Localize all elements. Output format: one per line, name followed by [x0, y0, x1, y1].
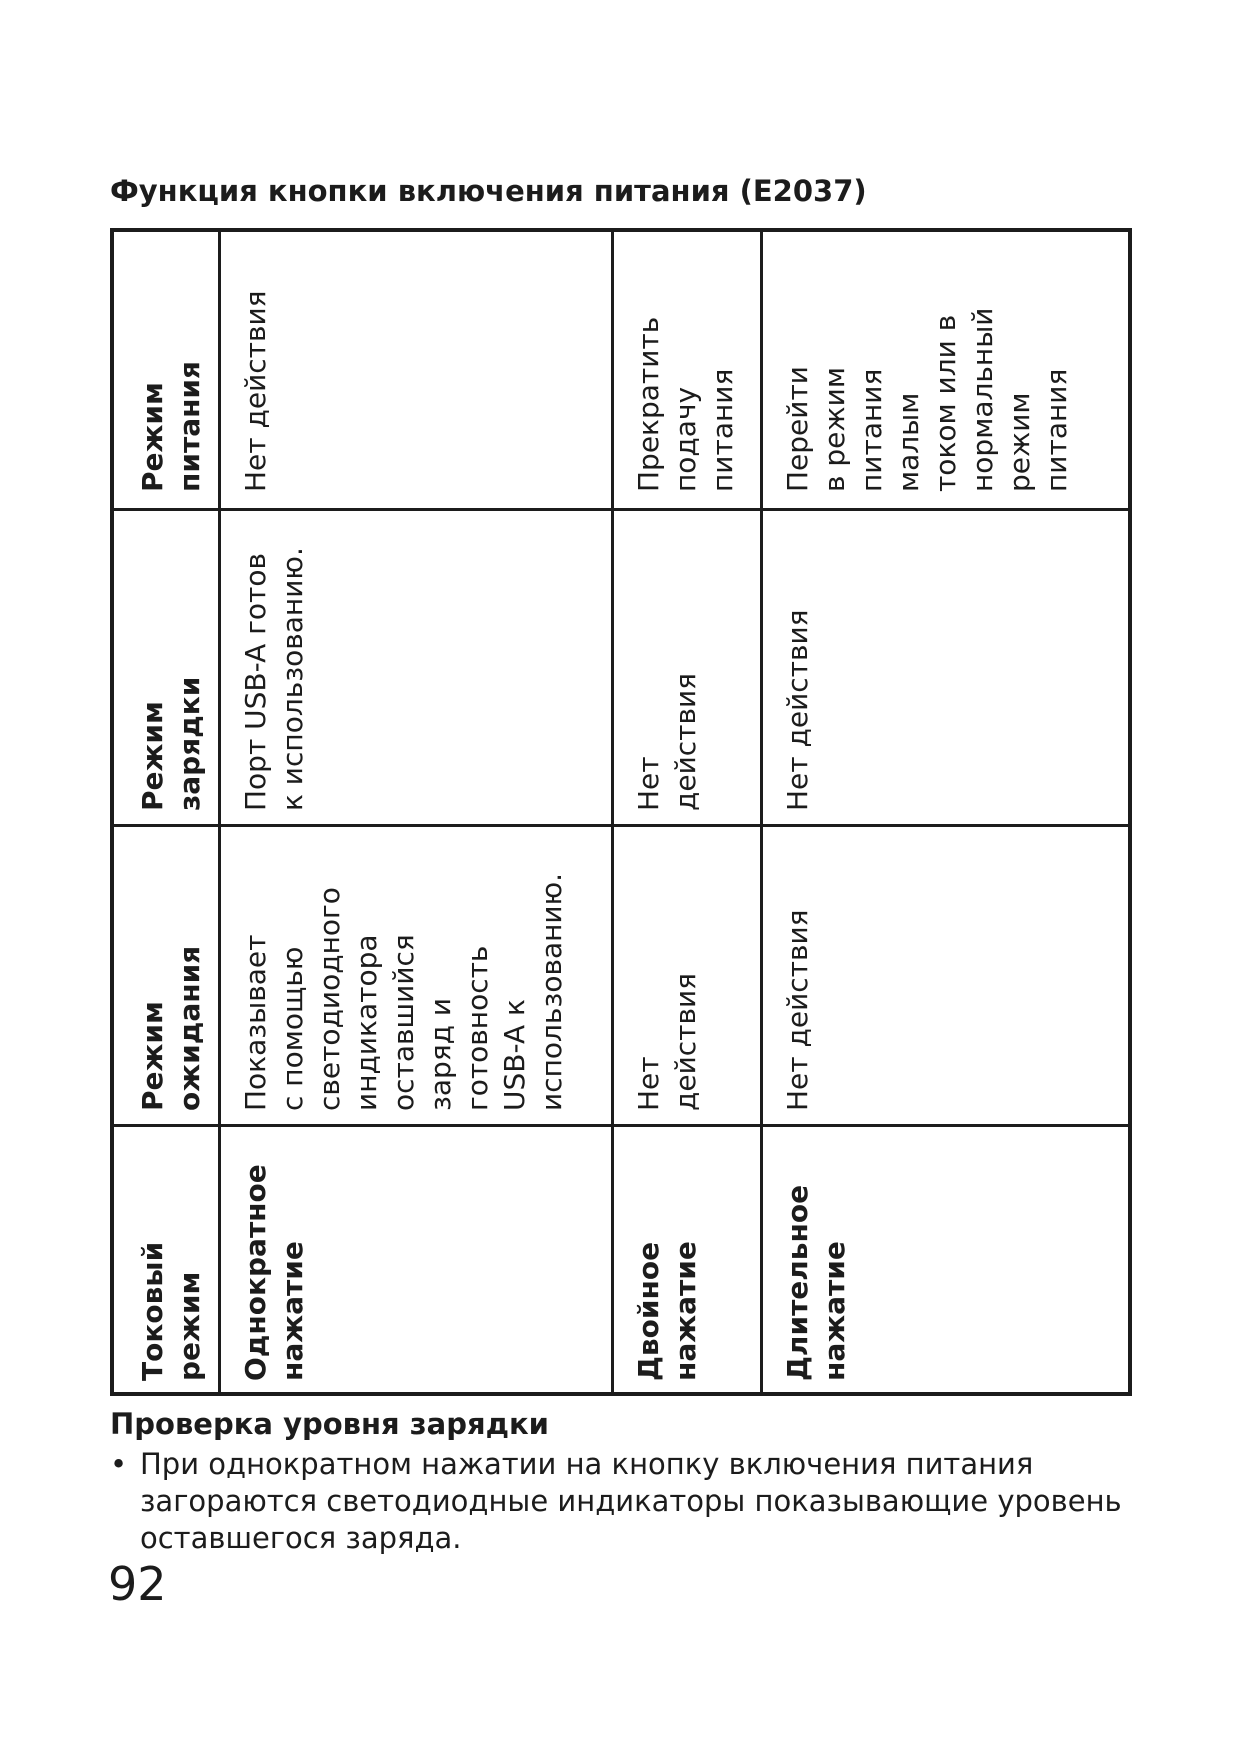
table-border-right: [1128, 228, 1132, 1396]
long-press-standby-cell: Нет действия: [781, 909, 814, 1111]
long-press-power-cell: Перейти в режим питания малым током или в нормальный режим питания: [781, 307, 1073, 492]
bullet-item: [110, 1446, 1130, 1557]
bullet-marker: •: [110, 1447, 128, 1481]
header-power-mode: Режим питания: [136, 360, 206, 492]
table-title: Функция кнопки включения питания (E2037): [110, 174, 867, 208]
single-press-charging-cell: Порт USB-A готов к использованию.: [239, 547, 309, 811]
header-standby-mode: Режим ожидания: [136, 945, 206, 1111]
section-title: Проверка уровня зарядки: [110, 1407, 549, 1441]
bullet-text: При однократном нажатии на кнопку включения питания загораются светодиодные индикаторы показывающие уровень оставшегося заряда.: [140, 1447, 1122, 1555]
double-press-charging-cell: Нет действия: [632, 672, 702, 811]
single-press-power-cell: Нет действия: [239, 290, 272, 492]
header-current-mode: Токовый режим: [136, 1241, 206, 1381]
header-charging-mode: Режим зарядки: [136, 676, 206, 811]
power-button-table: [110, 228, 1132, 1396]
double-press-standby-cell: Нет действия: [632, 972, 702, 1111]
long-press-charging-cell: Нет действия: [781, 609, 814, 811]
single-press-label: Однократное нажатие: [239, 1164, 309, 1381]
single-press-standby-cell: Показывает с помощью светодиодного индикатора оставшийся заряд и готовность USB-A к использованию.: [239, 872, 568, 1111]
table-border-bottom: [110, 1392, 1132, 1396]
long-press-label: Длительное нажатие: [781, 1184, 851, 1381]
double-press-label: Двойное нажатие: [632, 1241, 702, 1381]
double-press-power-cell: Прекратить подачу питания: [632, 316, 739, 492]
page-number: 92: [108, 1557, 167, 1611]
